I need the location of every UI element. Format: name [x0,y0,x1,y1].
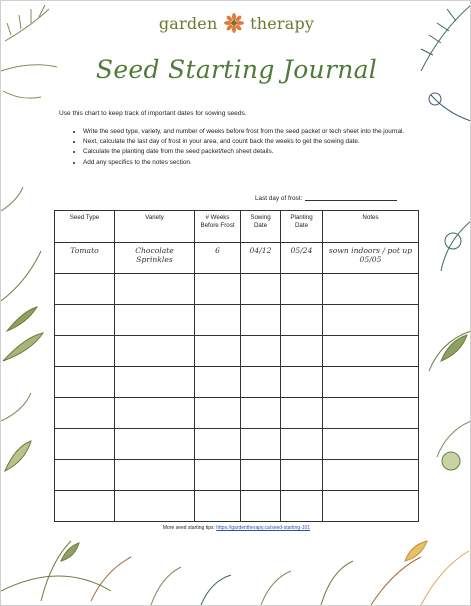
table-cell[interactable] [281,305,323,336]
table-cell[interactable] [55,336,115,367]
table-row [55,336,419,367]
table-cell[interactable] [281,460,323,491]
cell-entry [197,305,238,308]
seed-journal-table [54,210,419,522]
table-cell[interactable] [323,491,419,522]
cell-entry [197,429,238,432]
table-cell[interactable] [115,367,195,398]
table-cell[interactable] [55,398,115,429]
table-cell[interactable] [241,491,281,522]
table-cell[interactable] [323,274,419,305]
cell-entry [57,274,112,277]
table-cell[interactable] [241,336,281,367]
cell-entry [57,367,112,370]
footer [1,525,471,531]
cell-entry [325,336,416,339]
intro-text: Use this chart to keep track of important dates for sowing seeds. [59,110,247,117]
table-body [55,243,419,522]
table-cell[interactable] [241,243,281,274]
table-row [55,274,419,305]
cell-entry [283,398,320,401]
table-cell[interactable] [281,274,323,305]
cell-entry: Tomato [70,246,99,255]
cell-entry [57,398,112,401]
table-cell[interactable] [281,429,323,460]
cell-entry [325,491,416,494]
cell-entry [117,491,192,494]
column-header: Variety [115,211,195,243]
cell-entry [283,274,320,277]
cell-entry [283,305,320,308]
table-cell[interactable] [281,367,323,398]
cell-entry [243,367,278,370]
cell-entry [325,398,416,401]
cell-entry [117,305,192,308]
column-header: # Weeks Before Frost [195,211,241,243]
cell-entry [197,336,238,339]
table-cell[interactable] [323,460,419,491]
table-cell[interactable] [323,367,419,398]
table-cell[interactable] [281,243,323,274]
table-cell[interactable] [323,336,419,367]
cell-entry: Chocolate Sprinkles [135,246,174,264]
column-header: Seed Type [55,211,115,243]
footer-text: More seed starting tips: [162,525,215,531]
cell-entry [283,336,320,339]
cell-entry [283,429,320,432]
instruction-item: • Write the seed type, variety, and number of weeks before frost from the seed packet or tech sheet into the journal. [83,128,423,137]
cell-entry [243,336,278,339]
cell-entry [57,336,112,339]
cell-entry [243,460,278,463]
cell-entry [57,305,112,308]
cell-entry [117,429,192,432]
page-title: Seed Starting Journal [95,55,378,84]
table-cell[interactable] [55,367,115,398]
table-row [55,367,419,398]
cell-entry [243,305,278,308]
cell-entry [197,491,238,494]
cell-entry [197,460,238,463]
instruction-item: • Add any specifics to the notes section. [83,159,423,168]
table-cell[interactable] [55,491,115,522]
table-row [55,243,419,274]
table-cell[interactable] [281,398,323,429]
table-cell[interactable] [195,305,241,336]
cell-entry [243,398,278,401]
last-frost-label: Last day of frost: [255,195,303,202]
cell-entry: 6 [215,246,220,255]
cell-entry [117,460,192,463]
cell-entry [325,305,416,308]
last-frost-field [255,194,415,202]
cell-entry [325,460,416,463]
cell-entry [283,460,320,463]
table-row [55,305,419,336]
table-cell[interactable] [241,398,281,429]
column-header: Sowing Date [241,211,281,243]
instructions-list [71,128,423,169]
cell-entry [243,429,278,432]
table-cell[interactable] [195,398,241,429]
column-header: Planting Date [281,211,323,243]
table-header-row [55,211,419,243]
table-cell[interactable] [323,398,419,429]
table-cell[interactable] [115,305,195,336]
cell-entry [283,491,320,494]
table-row [55,429,419,460]
table-cell[interactable] [195,367,241,398]
cell-entry [117,336,192,339]
table-cell[interactable] [241,460,281,491]
table-cell[interactable] [241,429,281,460]
cell-entry [117,274,192,277]
table-row [55,398,419,429]
cell-entry [283,367,320,370]
table-cell[interactable] [115,491,195,522]
table-cell[interactable] [55,243,115,274]
cell-entry [197,398,238,401]
cell-entry: 04/12 [249,246,272,255]
cell-entry [117,398,192,401]
table-cell[interactable] [241,367,281,398]
brand-logo [1,13,471,33]
footer-link[interactable]: https://gardentherapy.ca/seed-starting-101 [216,525,311,531]
table-cell[interactable] [323,305,419,336]
table-cell[interactable] [55,429,115,460]
cell-entry: sown indoors / pot up 05/05 [328,246,413,264]
cell-entry [117,367,192,370]
table-cell[interactable] [115,336,195,367]
cell-entry [243,274,278,277]
table-cell[interactable] [323,243,419,274]
cell-entry [325,367,416,370]
brand-right: therapy [250,14,315,33]
table-cell[interactable] [241,305,281,336]
cell-entry [57,429,112,432]
table-cell[interactable] [241,274,281,305]
cell-entry [57,460,112,463]
table-cell[interactable] [55,305,115,336]
instruction-item: • Next, calculate the last day of frost in your area, and count back the weeks to get the sowing date. [83,138,423,147]
table-cell[interactable] [115,460,195,491]
table-cell[interactable] [115,243,195,274]
cell-entry [57,491,112,494]
cell-entry: 05/24 [290,246,313,255]
cell-entry [325,274,416,277]
cell-entry [325,429,416,432]
table-cell[interactable] [55,460,115,491]
table-cell[interactable] [281,336,323,367]
table-cell[interactable] [195,243,241,274]
table-cell[interactable] [195,460,241,491]
cell-entry [197,274,238,277]
instruction-item: • Calculate the planting date from the seed packet/tech sheet details. [83,148,423,157]
table-cell[interactable] [195,491,241,522]
cell-entry [243,491,278,494]
table-cell[interactable] [115,429,195,460]
table-cell[interactable] [115,398,195,429]
last-frost-line[interactable] [305,194,397,201]
table-row [55,460,419,491]
cell-entry [197,367,238,370]
column-header: Notes [323,211,419,243]
table-row [55,491,419,522]
table-cell[interactable] [281,491,323,522]
table-cell[interactable] [195,336,241,367]
table-cell[interactable] [55,274,115,305]
flower-logo-icon [224,13,244,33]
table-cell[interactable] [195,274,241,305]
table-cell[interactable] [115,274,195,305]
table-cell[interactable] [323,429,419,460]
brand-left: garden [158,14,218,33]
table-cell[interactable] [195,429,241,460]
